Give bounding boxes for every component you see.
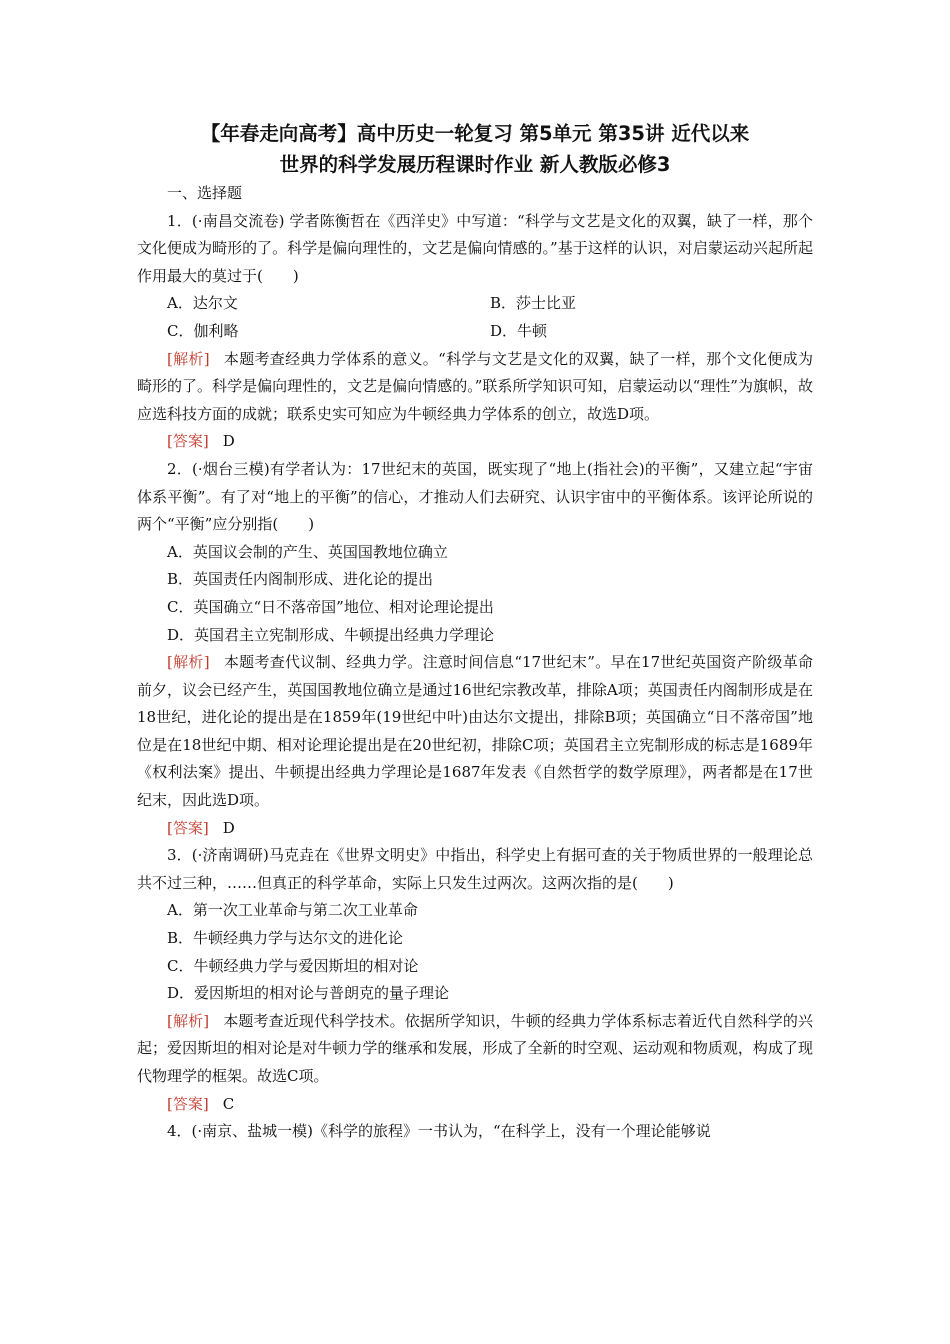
question-2-answer-value: D [222,818,235,837]
question-3-option-c: C．牛顿经典力学与爱因斯坦的相对论 [167,956,419,975]
question-1-analysis-text: 本题考查经典力学体系的意义。“科学与文艺是文化的双翼，缺了一样，那个文化便成为畸形的了。科学是偏向理性的，文艺是偏向情感的。”联系所学知识可知，启蒙运动以“理性”为旗帜，故应选科技方面的成就；联系史实可知应为牛顿经典力学体系的创立，故选D项。 [137,349,813,423]
section-heading: 一、选择题 [167,184,243,202]
question-2-option-b: B．英国责任内阁制形成、进化论的提出 [167,570,434,589]
question-3-option-d: D．爱因斯坦的相对论与普朗克的量子理论 [167,984,450,1003]
document-page [137,118,813,1146]
answer-tag: [答案] [167,818,209,837]
question-2-option-c: C．英国确立“日不落帝国”地位、相对论理论提出 [167,597,494,616]
question-3-analysis-text: 本题考查近现代科学技术。依据所学知识，牛顿的经典力学体系标志着近代自然科学的兴起；爱因斯坦的相对论是对牛顿力学的继承和发展，形成了全新的时空观、运动观和物质观，构成了现代物理学的框架。故选C项。 [137,1011,813,1085]
question-1-option-d: D．牛顿 [490,321,548,340]
answer-tag: [答案] [167,1094,209,1113]
question-3-answer-value: C [222,1094,235,1113]
question-1-analysis [137,346,813,429]
question-2-option-d: D．英国君主立宪制形成、牛顿提出经典力学理论 [167,625,495,644]
question-1-options-row-2 [167,318,813,346]
question-3-option-a: A．第一次工业革命与第二次工业革命 [167,901,418,920]
question-3-answer [167,1091,813,1119]
title-line-1: 【年春走向高考】高中历史一轮复习 第5单元 第35讲 近代以来 [200,122,750,145]
question-2-analysis-text: 本题考查代议制、经典力学。注意时间信息“17世纪末”。早在17世纪英国资产阶级革命前夕，议会已经产生，英国国教地位确立是通过16世纪宗教改革，排除A项；英国责任内阁制形成是在18世纪，进化论的提出是在1859年(19世纪中叶)由达尔文提出，排除B项；英国确立“日不落帝国”地位是在18世纪中期、相对论理论提出是在20世纪初，排除C项；英国君主立宪制形成的标志是1689年《权利法案》提出、牛顿提出经典力学理论是1687年发表《自然哲学的数学原理》，两者都是在17世纪末，因此选D项。 [137,653,813,810]
question-1-stem: 1．(·南昌交流卷) 学者陈衡哲在《西洋史》中写道：“科学与文艺是文化的双翼，缺了一样，那个文化便成为畸形的了。科学是偏向理性的，文艺是偏向情感的。”基于这样的认识，对启蒙运动兴起所起作用最大的莫过于( ) [137,211,813,285]
question-2-answer [167,815,813,843]
question-3-stem: 3．(·济南调研)马克垚在《世界文明史》中指出，科学史上有据可查的关于物质世界的一般理论总共不过三种，……但真正的科学革命，实际上只发生过两次。这两次指的是( ) [137,846,813,892]
question-1-option-b: B．莎士比亚 [490,294,577,313]
answer-tag: [答案] [167,432,209,451]
title-line-2: 世界的科学发展历程课时作业 新人教版必修3 [279,153,671,176]
question-1-answer-value: D [222,432,235,451]
question-3-analysis [137,1008,813,1091]
question-2-analysis [137,649,813,815]
question-2-option-a: A．英国议会制的产生、英国国教地位确立 [167,542,448,561]
question-1-answer [167,428,813,456]
question-1-option-a: A．达尔文 [167,294,238,313]
question-4-stem: 4．(·南京、盐城一模)《科学的旅程》一书认为，“在科学上，没有一个理论能够说 [167,1122,711,1141]
question-1-option-c: C．伽利略 [167,321,239,340]
analysis-tag: [解析] [167,653,210,672]
question-1-options-row-1 [167,290,813,318]
analysis-tag: [解析] [167,1011,210,1030]
question-2-stem: 2．(·烟台三模)有学者认为：17世纪末的英国，既实现了“地上(指社会)的平衡”，又建立起“宇宙体系平衡”。有了对“地上的平衡”的信心，才推动人们去研究、认识宇宙中的平衡体系。该评论所说的两个“平衡”应分别指( ) [137,459,813,534]
question-3-option-b: B．牛顿经典力学与达尔文的进化论 [167,929,404,948]
analysis-tag: [解析] [167,349,210,368]
document-title [127,118,823,180]
